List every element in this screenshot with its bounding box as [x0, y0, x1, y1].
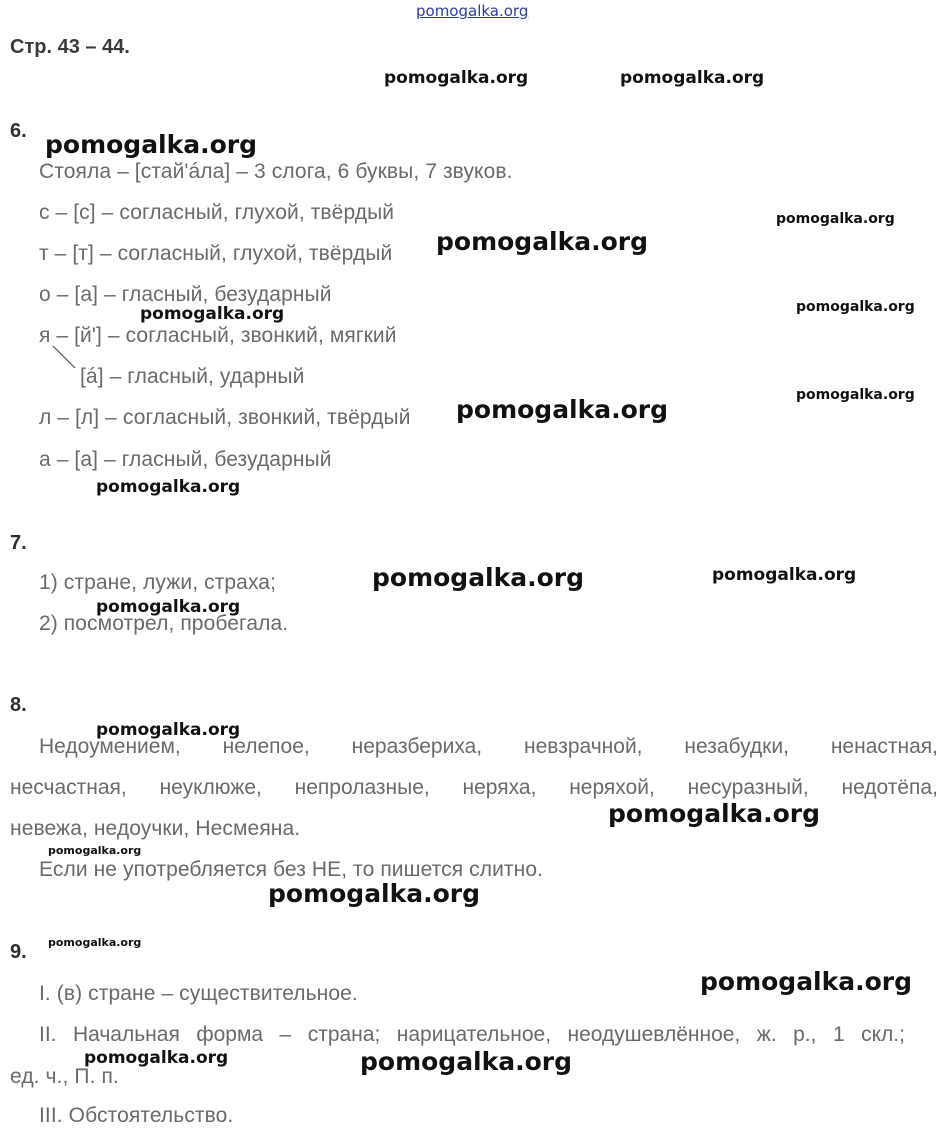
- task-9-line-3: ед. ч., П. п.: [10, 1065, 119, 1088]
- task-6-number: 6.: [10, 120, 27, 142]
- watermark: pomogalka.org: [620, 68, 765, 88]
- watermark: pomogalka.org: [96, 720, 241, 740]
- word: неряха,: [462, 776, 537, 799]
- watermark: pomogalka.org: [796, 387, 915, 403]
- task-6-line-3: т – [т] – согласный, глухой, твёрдый: [39, 242, 393, 265]
- watermark: pomogalka.org: [360, 1047, 573, 1076]
- watermark: pomogalka.org: [712, 565, 857, 585]
- word: неряхой,: [569, 776, 655, 799]
- task-6-line-6: [á] – гласный, ударный: [80, 365, 305, 388]
- word: Недоумением,: [39, 735, 181, 758]
- watermark: pomogalka.org: [608, 799, 821, 828]
- word: нарицательное,: [396, 1023, 552, 1046]
- watermark: pomogalka.org: [776, 211, 895, 227]
- word: ненастная,: [830, 735, 938, 758]
- watermark: pomogalka.org: [268, 879, 481, 908]
- task-8-rule: Если не употребляется без НЕ, то пишется слитно.: [39, 858, 544, 881]
- watermark: pomogalka.org: [700, 967, 913, 996]
- watermark: pomogalka.org: [456, 395, 669, 424]
- task-9-line-1: I. (в) стране – существительное.: [39, 982, 358, 1005]
- task-9-line-2: [39, 1023, 905, 1047]
- watermark: pomogalka.org: [48, 936, 142, 949]
- word: форма: [196, 1023, 264, 1046]
- word: непролазные,: [294, 776, 430, 799]
- word: неразбериха,: [351, 735, 483, 758]
- task-6-line-4: о – [а] – гласный, безударный: [39, 283, 332, 306]
- watermark: pomogalka.org: [84, 1048, 229, 1068]
- word: скл.;: [861, 1023, 905, 1046]
- task-6-line-1: Стояла – [стай'áла] – 3 слога, 6 буквы, 7 звуков.: [39, 160, 513, 183]
- branch-connector-line: [50, 344, 80, 372]
- word: незабудки,: [684, 735, 789, 758]
- watermark: pomogalka.org: [384, 68, 529, 88]
- word: ж.: [756, 1023, 777, 1046]
- task-7-line-2: 2) посмотрел, пробегала.: [39, 612, 289, 635]
- word: Начальная: [72, 1023, 180, 1046]
- word: недотёпа,: [841, 776, 938, 799]
- task-7-line-1: 1) стране, лужи, страха;: [39, 571, 277, 594]
- task-9-line-4: III. Обстоятельство.: [39, 1104, 234, 1127]
- word: страна;: [307, 1023, 381, 1046]
- watermark: pomogalka.org: [436, 227, 649, 256]
- task-9-number: 9.: [10, 941, 27, 963]
- task-7-number: 7.: [10, 532, 27, 554]
- word: неодушевлённое,: [567, 1023, 741, 1046]
- task-8-row-2: [10, 776, 938, 800]
- word: невзрачной,: [524, 735, 643, 758]
- task-8-number: 8.: [10, 694, 27, 716]
- site-link-top[interactable]: pomogalka.org: [416, 2, 529, 20]
- watermark: pomogalka.org: [96, 597, 241, 617]
- word: р.,: [793, 1023, 817, 1046]
- word: несуразный,: [687, 776, 809, 799]
- task-6-line-2: с – [с] – согласный, глухой, твёрдый: [39, 201, 395, 224]
- word: несчастная,: [10, 776, 127, 799]
- task-8-row-3: невежа, недоучки, Несмеяна.: [10, 817, 301, 840]
- watermark: pomogalka.org: [796, 299, 915, 315]
- watermark: pomogalka.org: [45, 130, 258, 159]
- watermark: pomogalka.org: [140, 304, 285, 324]
- task-6-line-5: я – [й'] – согласный, звонкий, мягкий: [39, 324, 397, 347]
- watermark: pomogalka.org: [96, 477, 241, 497]
- word: 1: [832, 1023, 845, 1046]
- task-6-line-7: л – [л] – согласный, звонкий, твёрдый: [39, 406, 411, 429]
- word: нелепое,: [222, 735, 310, 758]
- page-heading: Стр. 43 – 44.: [10, 36, 130, 58]
- word: неуклюже,: [159, 776, 262, 799]
- word: II.: [39, 1023, 57, 1046]
- watermark: pomogalka.org: [372, 563, 585, 592]
- task-6-line-8: а – [а] – гласный, безударный: [39, 448, 332, 471]
- word: –: [279, 1023, 292, 1046]
- watermark: pomogalka.org: [48, 844, 142, 857]
